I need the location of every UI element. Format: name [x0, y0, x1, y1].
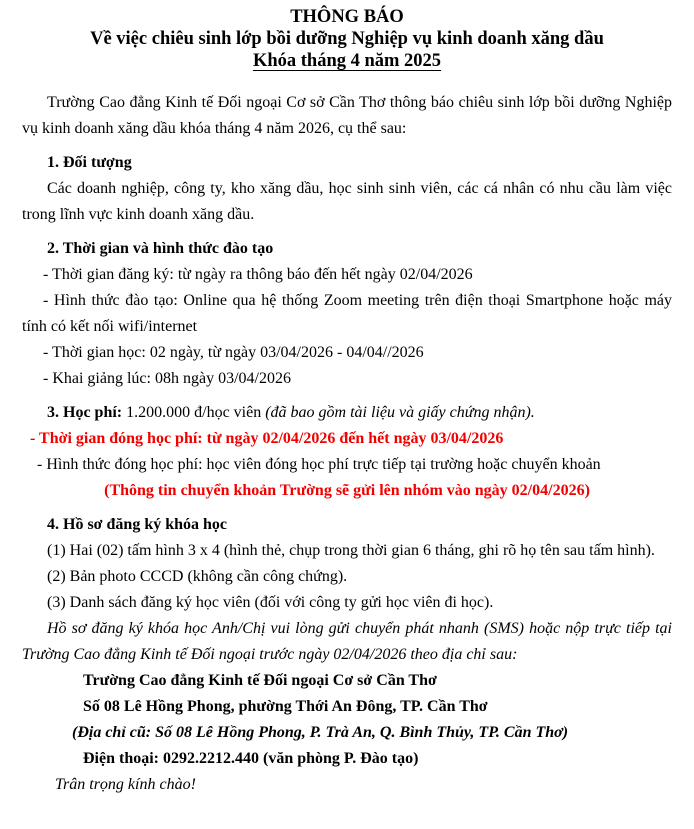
document-subtitle: Về việc chiêu sinh lớp bồi dưỡng Nghiệp vụ kinh doanh xăng dầu	[90, 29, 604, 49]
section3-heading: 3. Học phí:	[47, 404, 123, 421]
section1-body: Các doanh nghiệp, công ty, kho xăng dầu, học sinh sinh viên, các cá nhân có nhu cầu làm việc trong lĩnh vực kinh doanh xăng dầu.	[22, 180, 672, 223]
document-title: THÔNG BÁO	[290, 7, 404, 27]
section3-fee-line	[22, 400, 672, 426]
payment-method: - Hình thức đóng học phí: học viên đóng học phí trực tiếp tại trường hoặc chuyển khoản	[37, 456, 601, 473]
registration-period-item: - Thời gian đăng ký: từ ngày ra thông báo đến hết ngày 02/04/2026	[43, 266, 473, 283]
phone-line: Điện thoại: 0292.2212.440 (văn phòng P. Đào tạo)	[83, 750, 419, 767]
school-old-address: (Địa chỉ cũ: Số 08 Lê Hồng Phong, P. Trà An, Q. Bình Thủy, TP. Cần Thơ)	[72, 724, 569, 741]
fee-note: (đã bao gồm tài liệu và giấy chứng nhận).	[265, 404, 535, 421]
section2-heading: 2. Thời gian và hình thức đào tạo	[47, 240, 274, 257]
study-duration-item: - Thời gian học: 02 ngày, từ ngày 03/04/2026 - 04/04//2026	[43, 344, 424, 361]
intro-paragraph: Trường Cao đẳng Kinh tế Đối ngoại Cơ sở Cần Thơ thông báo chiêu sinh lớp bồi dưỡng Nghiệp vụ kinh doanh xăng dầu khóa tháng 4 năm 2026, cụ thể sau:	[22, 94, 672, 137]
requirement-photos-item: (1) Hai (02) tấm hình 3 x 4 (hình thẻ, chụp trong thời gian 6 tháng, ghi rõ họ tên sau tấm hình).	[47, 542, 655, 559]
closing-line: Trân trọng kính chào!	[55, 776, 196, 793]
payment-deadline: - Thời gian đóng học phí: từ ngày 02/04/2026 đến hết ngày 03/04/2026	[30, 430, 504, 447]
requirement-list-item: (3) Danh sách đăng ký học viên (đối với công ty gửi học viên đi học).	[47, 594, 494, 611]
section4-heading: 4. Hồ sơ đăng ký khóa học	[47, 516, 228, 533]
school-address: Số 08 Lê Hồng Phong, phường Thới An Đông, TP. Cần Thơ	[83, 698, 488, 715]
submission-note: Hồ sơ đăng ký khóa học Anh/Chị vui lòng gửi chuyển phát nhanh (SMS) hoặc nộp trực tiếp tại Trường Cao đẳng Kinh tế Đối ngoại trước ngày 02/04/2026 theo địa chỉ sau:	[22, 620, 672, 663]
document-header	[22, 6, 672, 72]
fee-amount: 1.200.000 đ/học viên	[122, 404, 266, 421]
requirement-id-item: (2) Bản photo CCCD (không cần công chứng).	[47, 568, 348, 585]
opening-ceremony-item: - Khai giảng lúc: 08h ngày 03/04/2026	[43, 370, 291, 387]
training-format-item: - Hình thức đào tạo: Online qua hệ thống Zoom meeting trên điện thoại Smartphone hoặc máy tính có kết nối wifi/internet	[22, 292, 672, 335]
course-session-line	[22, 50, 672, 72]
school-name: Trường Cao đẳng Kinh tế Đối ngoại Cơ sở Cần Thơ	[83, 672, 437, 689]
course-session: Khóa tháng 4 năm 2025	[252, 51, 442, 71]
transfer-info-note: (Thông tin chuyển khoản Trường sẽ gửi lên nhóm vào ngày 02/04/2026)	[104, 482, 590, 499]
section1-heading: 1. Đối tượng	[47, 154, 132, 171]
